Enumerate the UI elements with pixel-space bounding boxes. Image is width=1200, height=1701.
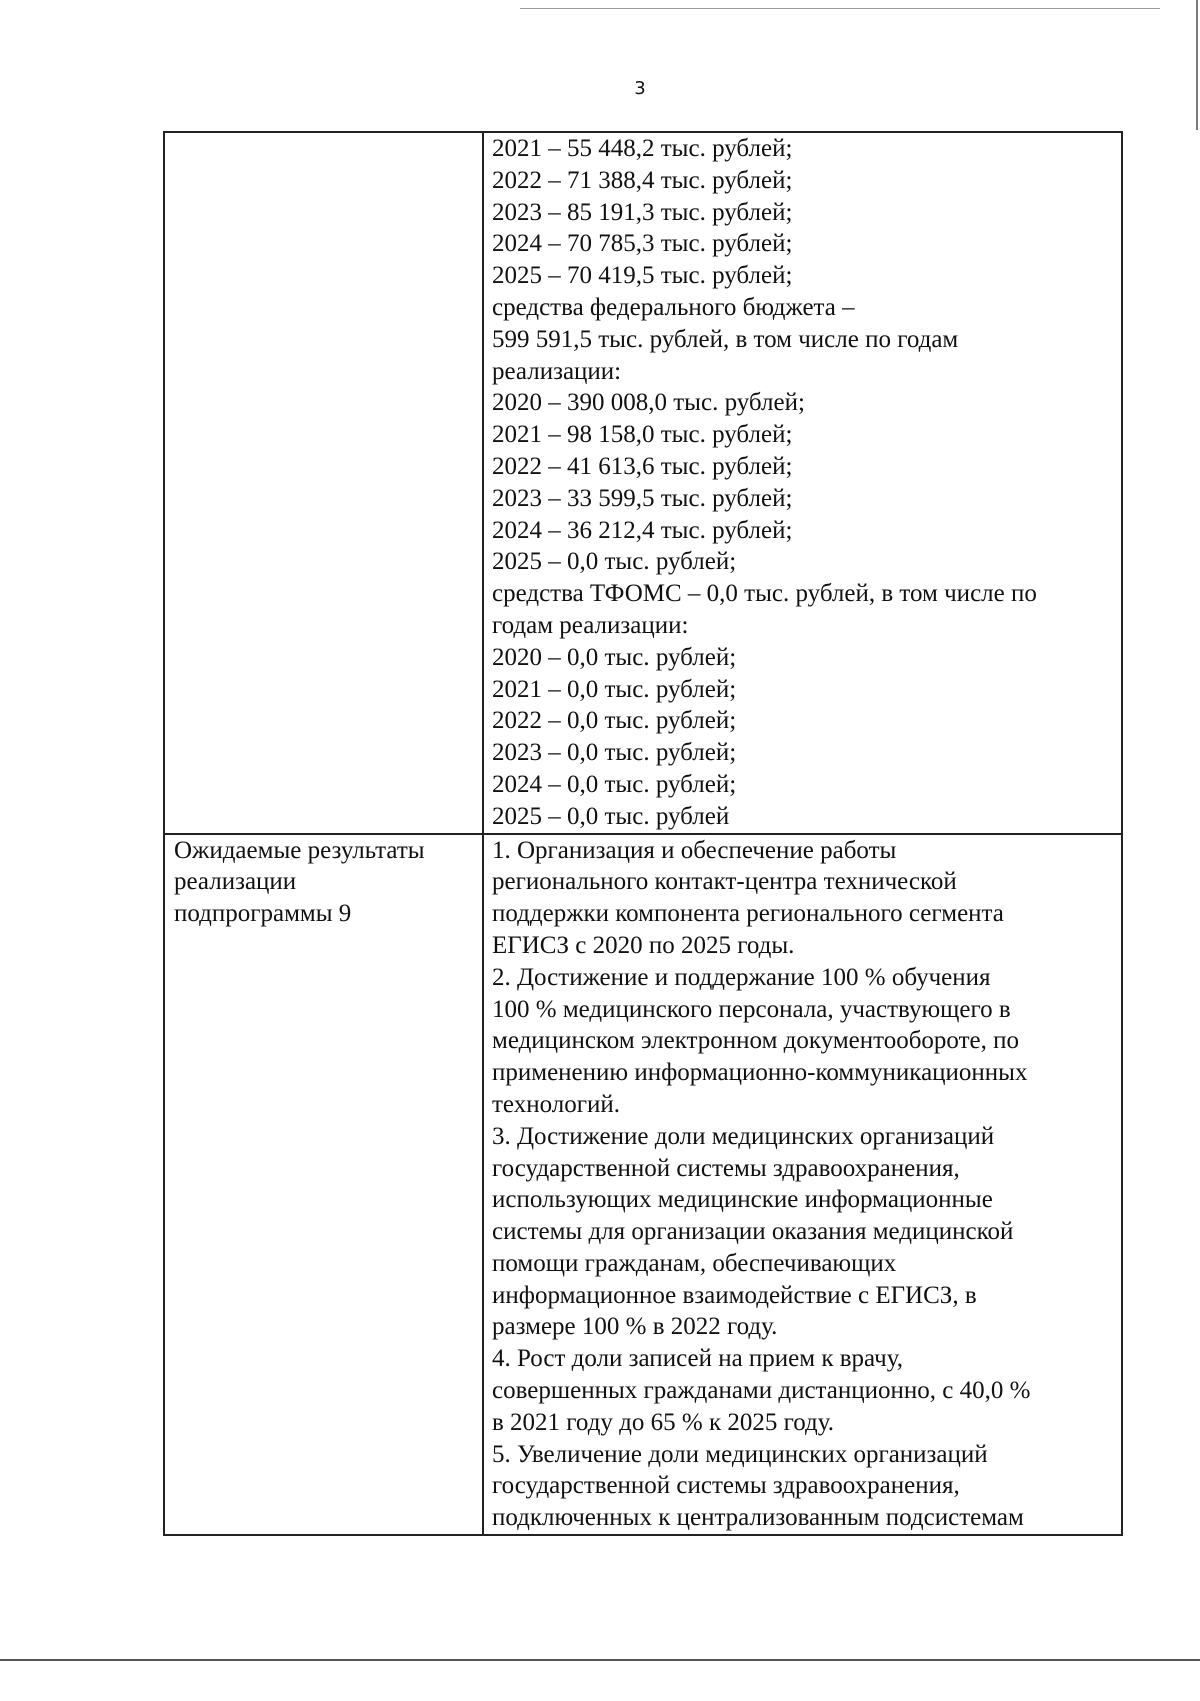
text-line: государственной системы здравоохранения,: [492, 1154, 960, 1182]
text-line: средства ТФОМС – 0,0 тыс. рублей, в том числе по: [492, 580, 1037, 608]
text-line: 599 591,5 тыс. рублей, в том числе по годам: [492, 325, 959, 353]
text-line: 2024 – 0,0 тыс. рублей;: [492, 770, 737, 798]
text-line: 1. Организация и обеспечение работы: [492, 836, 897, 864]
text-line: информационное взаимодействие с ЕГИСЗ, в: [492, 1281, 977, 1309]
text-line: совершенных гражданами дистанционно, с 40,0 %: [492, 1377, 1031, 1405]
text-line: реализации: [174, 868, 297, 896]
text-line: 3. Достижение доли медицинских организаций: [492, 1122, 995, 1150]
text-line: 2021 – 55 448,2 тыс. рублей;: [492, 135, 793, 162]
funding-values-cell: [483, 132, 1122, 834]
table-row-expected-results: [164, 834, 1122, 1536]
text-line: в 2021 году до 65 % к 2025 году.: [492, 1408, 835, 1436]
funding-label-cell: [164, 132, 483, 834]
text-line: использующих медицинские информационные: [492, 1186, 993, 1214]
text-line: 2024 – 36 212,4 тыс. рублей;: [492, 516, 793, 544]
text-line: ЕГИСЗ с 2020 по 2025 годы.: [492, 931, 795, 959]
text-line: подключенных к централизованным подсистемам: [492, 1504, 1024, 1532]
text-line: подпрограммы 9: [174, 900, 352, 928]
text-line: 2020 – 390 008,0 тыс. рублей;: [492, 389, 805, 417]
text-line: медицинском электронном документообороте, по: [492, 1027, 1020, 1055]
text-line: помощи гражданам, обеспечивающих: [492, 1249, 897, 1277]
text-line: 2024 – 70 785,3 тыс. рублей;: [492, 230, 793, 258]
text-line: годам реализации:: [492, 611, 689, 639]
text-line: поддержки компонента регионального сегмента: [492, 900, 1004, 928]
text-line: 2022 – 41 613,6 тыс. рублей;: [492, 452, 793, 480]
text-line: 100 % медицинского персонала, участвующего в: [492, 995, 1011, 1023]
text-line: 2. Достижение и поддержание 100 % обучения: [492, 963, 991, 991]
text-line: средства федерального бюджета –: [492, 293, 855, 321]
text-line: системы для организации оказания медицинской: [492, 1218, 1014, 1246]
text-line: 2025 – 0,0 тыс. рублей: [492, 802, 730, 830]
text-line: 2020 – 0,0 тыс. рублей;: [492, 643, 737, 671]
expected-results-label-cell: [164, 834, 483, 1536]
text-line: 2025 – 0,0 тыс. рублей;: [492, 548, 737, 576]
table-row-funding: [164, 132, 1122, 834]
scan-edge-right: [1196, 0, 1198, 130]
text-line: 2023 – 0,0 тыс. рублей;: [492, 739, 737, 767]
text-line: 2025 – 70 419,5 тыс. рублей;: [492, 262, 793, 290]
page-number: 3: [634, 78, 646, 99]
text-line: реализации:: [492, 357, 622, 385]
text-line: размере 100 % в 2022 году.: [492, 1313, 778, 1341]
text-line: 2022 – 71 388,4 тыс. рублей;: [492, 166, 793, 194]
text-line: 2021 – 98 158,0 тыс. рублей;: [492, 421, 793, 449]
text-line: регионального контакт-центра технической: [492, 868, 957, 896]
program-table: [163, 131, 1123, 1536]
text-line: 4. Рост доли записей на прием к врачу,: [492, 1345, 903, 1373]
text-line: 2023 – 33 599,5 тыс. рублей;: [492, 484, 793, 512]
text-line: государственной системы здравоохранения,: [492, 1472, 960, 1500]
text-line: технологий.: [492, 1090, 620, 1118]
text-line: 2022 – 0,0 тыс. рублей;: [492, 707, 737, 735]
text-line: 2021 – 0,0 тыс. рублей;: [492, 675, 737, 703]
text-line: применению информационно-коммуникационных: [492, 1059, 1028, 1087]
text-line: Ожидаемые результаты: [174, 836, 425, 864]
scan-edge-top: [520, 8, 1160, 9]
scan-edge-bottom: [0, 1659, 1200, 1661]
expected-results-text-cell: [483, 834, 1122, 1536]
text-line: 5. Увеличение доли медицинских организаций: [492, 1440, 988, 1468]
text-line: 2023 – 85 191,3 тыс. рублей;: [492, 198, 793, 226]
